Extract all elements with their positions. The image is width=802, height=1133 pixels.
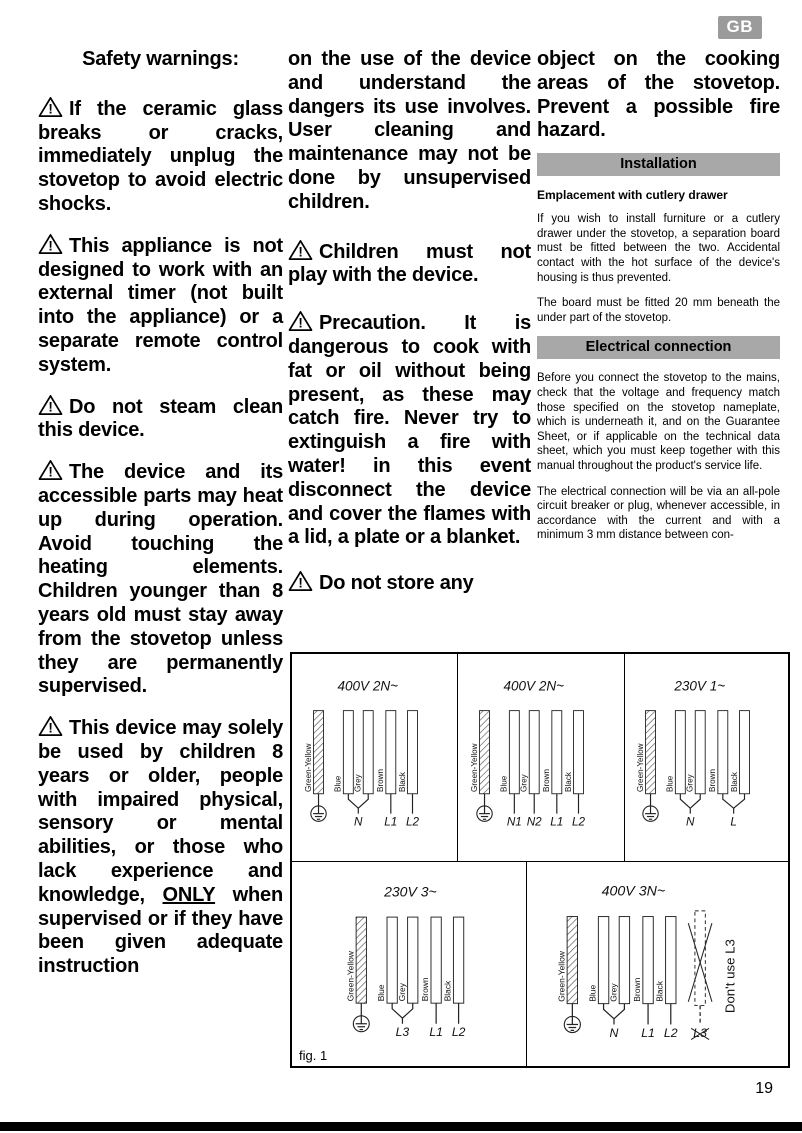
- warning-text: This appliance is not designed to work with an external timer (not built into the appliance) or a separate remote control system.: [38, 234, 283, 376]
- continuation-paragraph: on the use of the device and understand the dangers its use involves. User cleaning and maintenance may not be done by unsupervised children.: [288, 48, 531, 213]
- terminal-label: N1: [506, 815, 522, 829]
- section-header-electrical: Electrical connection: [537, 336, 780, 359]
- warning-paragraph: [38, 96, 283, 217]
- terminal-label: L: [729, 815, 737, 829]
- warning-icon: [288, 239, 313, 261]
- page-number: 19: [755, 1080, 773, 1097]
- warning-icon: [38, 233, 63, 255]
- svg-text:Brown: Brown: [631, 977, 642, 1002]
- wiring-figure: [290, 652, 790, 1068]
- svg-text:Black: Black: [442, 980, 453, 1002]
- wire-grey: [397, 917, 418, 1018]
- wire-black: [443, 917, 464, 1024]
- panel-title: 230V 3~: [384, 883, 437, 900]
- svg-text:Grey: Grey: [396, 983, 407, 1002]
- wire-grey: [685, 711, 705, 809]
- body-paragraph: The board must be fitted 20 mm beneath the under part of the stovetop.: [537, 297, 780, 324]
- warning-icon: [288, 570, 313, 592]
- wire-black: [564, 711, 584, 814]
- terminal-label: L2: [663, 1025, 678, 1040]
- warning-text-emphasis: ONLY: [162, 883, 216, 906]
- wiring-panel-400v3n: [527, 862, 788, 1068]
- svg-text:Grey: Grey: [519, 774, 529, 792]
- wire-l3-unused: [688, 911, 712, 1025]
- subsection-heading: Emplacement with cutlery drawer: [537, 188, 728, 203]
- svg-text:Black: Black: [397, 772, 407, 792]
- body-paragraph: The electrical connection will be via an all-pole circuit breaker or plug, whenever accessible, in accordance with the current and with a minimum 3 mm distance between con-: [537, 485, 780, 542]
- svg-text:Brown: Brown: [542, 768, 552, 792]
- warning-icon: [38, 459, 63, 481]
- warning-icon: [38, 96, 63, 118]
- svg-text:Blue: Blue: [665, 775, 675, 792]
- svg-text:Green-Yellow: Green-Yellow: [469, 743, 479, 792]
- svg-text:Brown: Brown: [375, 768, 385, 792]
- warning-icon: [38, 715, 63, 737]
- warning-text: Children must not play with the device.: [288, 240, 531, 287]
- svg-text:Grey: Grey: [607, 983, 618, 1002]
- panel-title: 400V 3N~: [601, 883, 665, 900]
- section-header-installation: Installation: [537, 153, 780, 176]
- wire-black: [654, 917, 675, 1025]
- svg-text:Grey: Grey: [685, 774, 695, 792]
- terminal-label: L3: [395, 1024, 410, 1039]
- svg-text:Black: Black: [563, 772, 573, 792]
- figure-caption: fig. 1: [299, 1048, 328, 1063]
- svg-text:Green-Yellow: Green-Yellow: [635, 743, 645, 792]
- svg-text:!: !: [48, 720, 53, 736]
- warning-paragraph: [38, 394, 283, 444]
- earth-terminal-icon: [564, 1016, 580, 1032]
- svg-text:!: !: [298, 315, 303, 331]
- warning-text: when supervised or if they have been given adequate instruction: [38, 883, 283, 978]
- svg-text:!: !: [48, 101, 53, 117]
- terminal-label: N: [685, 815, 695, 829]
- svg-text:!: !: [48, 464, 53, 480]
- warning-text: Precaution. It is dangerous to cook with fat or oil without being present, as these may catch fire. Never try to extinguish a fire with water! in this event disconnect the device and cover the flames with a lid, a plate or a blanket.: [288, 312, 531, 549]
- warning-text: If the ceramic glass breaks or cracks, immediately unplug the stovetop to avoid electric shocks.: [38, 97, 283, 215]
- bottom-rule: [0, 1122, 802, 1131]
- wire-brown: [376, 711, 396, 814]
- earth-terminal-icon: [642, 806, 657, 821]
- language-badge: GB: [718, 16, 763, 39]
- svg-text:Green-Yellow: Green-Yellow: [555, 951, 566, 1002]
- svg-text:Grey: Grey: [353, 774, 363, 792]
- terminal-label: L1: [383, 815, 397, 829]
- svg-text:!: !: [298, 575, 303, 591]
- svg-text:Blue: Blue: [587, 984, 598, 1002]
- wire-green-yellow: [635, 711, 655, 806]
- svg-text:Blue: Blue: [499, 775, 509, 792]
- body-paragraph: Before you connect the stovetop to the mains, check that the voltage and frequency match those specified on the stovetop nameplate, which is underneath it, and on the Guarantee Sheet, or if applicable on the technical data sheet, which you must keep together with this manual throughout the product's service life.: [537, 372, 780, 472]
- wire-grey: [353, 711, 373, 809]
- svg-text:Green-Yellow: Green-Yellow: [345, 951, 356, 1002]
- terminal-label: L2: [571, 815, 586, 829]
- wire-grey: [608, 917, 629, 1019]
- dont-use-l3-note: Don't use L3: [722, 939, 738, 1014]
- wire-brown: [632, 917, 653, 1025]
- warning-icon: [38, 394, 63, 416]
- earth-terminal-icon: [477, 806, 492, 821]
- warning-text: The device and its accessible parts may heat up during operation. Avoid touching the heating elements. Children younger than 8 years old must stay away from the stovetop unless they are permanently supervised.: [38, 461, 283, 698]
- svg-text:!: !: [48, 399, 53, 415]
- terminal-label: N: [353, 815, 363, 829]
- wire-brown: [542, 711, 562, 814]
- terminal-label: N: [609, 1025, 618, 1040]
- continuation-paragraph: object on the cooking areas of the stovetop. Prevent a possible fire hazard.: [537, 48, 780, 142]
- wire-black: [397, 711, 417, 814]
- svg-text:Blue: Blue: [376, 984, 387, 1002]
- svg-text:!: !: [48, 238, 53, 254]
- warning-paragraph: [38, 233, 283, 378]
- svg-text:Brown: Brown: [707, 768, 717, 792]
- warning-paragraph: [288, 570, 531, 596]
- wiring-panel-400v2n-b: [458, 654, 625, 861]
- column-safety-warnings: [38, 48, 283, 995]
- svg-text:Black: Black: [654, 980, 665, 1002]
- wire-brown: [420, 917, 441, 1024]
- wire-blue: [333, 711, 358, 814]
- svg-text:Brown: Brown: [420, 977, 431, 1002]
- warning-text: Do not store any: [319, 572, 474, 595]
- panel-title: 400V 2N~: [503, 678, 565, 694]
- terminal-label: L2: [405, 815, 419, 829]
- figure-bottom-row: [292, 862, 788, 1068]
- wire-green-yellow: [556, 917, 577, 1017]
- warning-text: Do not steam clean this device.: [38, 395, 283, 442]
- warning-text: This device may solely be used by children 8 years or older, people with impaired physical, sensory or mental abilities, or those who lack experience and knowledge,: [38, 717, 283, 906]
- wire-green-yellow: [303, 711, 323, 806]
- wire-green-yellow: [470, 711, 490, 806]
- wire-black: [729, 711, 749, 809]
- page-title: Safety warnings:: [82, 48, 239, 70]
- column-warnings-continued: [288, 48, 531, 612]
- wire-blue: [587, 917, 613, 1025]
- terminal-label-l3-crossed: L3: [692, 1025, 707, 1040]
- wire-green-yellow: [345, 917, 366, 1016]
- warning-paragraph: [38, 715, 283, 979]
- wire-blue: [500, 711, 520, 814]
- wiring-panel-400v2n-a: [292, 654, 458, 861]
- svg-text:Black: Black: [729, 772, 739, 792]
- body-paragraph: If you wish to install furniture or a cutlery drawer under the stovetop, a separation board must be fitted between the two. Accidental contact with the hot surface of the device's housing is thus prevented.: [537, 213, 780, 284]
- wire-brown: [708, 711, 734, 814]
- panel-title: 230V 1~: [673, 678, 725, 694]
- column-installation: [537, 48, 780, 554]
- wire-blue: [665, 711, 690, 814]
- wire-grey: [520, 711, 540, 814]
- earth-terminal-icon: [353, 1016, 369, 1032]
- terminal-label: L1: [640, 1025, 655, 1040]
- wiring-panel-230v3: [292, 862, 527, 1068]
- warning-paragraph: [288, 310, 531, 550]
- earth-terminal-icon: [310, 806, 325, 821]
- wire-blue: [376, 917, 402, 1024]
- terminal-label: L1: [550, 815, 564, 829]
- figure-top-row: [292, 654, 788, 862]
- terminal-label: L1: [429, 1024, 443, 1039]
- wiring-panel-230v1: [625, 654, 788, 861]
- svg-text:Blue: Blue: [333, 775, 343, 792]
- svg-text:!: !: [298, 244, 303, 260]
- warning-icon: [288, 310, 313, 332]
- terminal-label: N2: [526, 815, 542, 829]
- warning-paragraph: [38, 459, 283, 699]
- panel-title: 400V 2N~: [336, 678, 398, 694]
- svg-text:Green-Yellow: Green-Yellow: [303, 743, 313, 792]
- terminal-label: L2: [451, 1024, 466, 1039]
- warning-paragraph: [288, 239, 531, 289]
